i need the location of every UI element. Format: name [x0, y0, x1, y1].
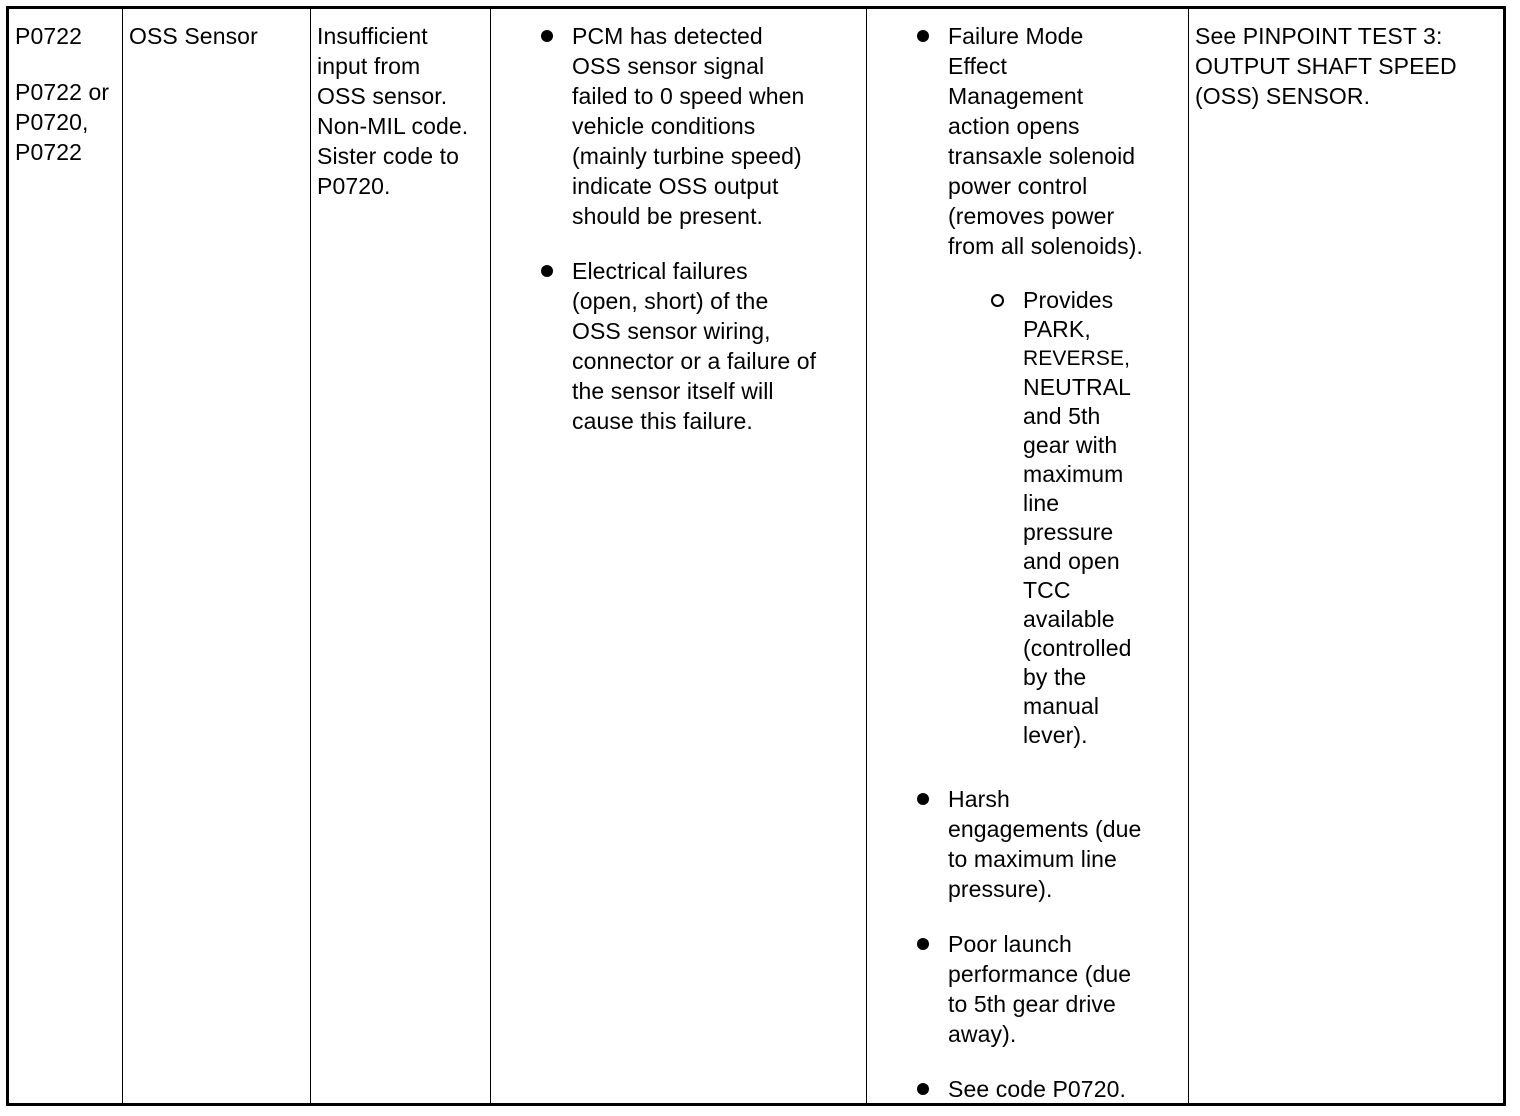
- symptom-line: to 5th gear drive: [948, 991, 1116, 1017]
- symptom-line: Harsh: [948, 786, 1010, 812]
- symptom-line: Management: [948, 83, 1084, 109]
- symptom-sub-line: manual: [1023, 693, 1100, 719]
- symptom-sub-line: available: [1023, 606, 1115, 632]
- condition-line: OSS sensor signal: [572, 53, 765, 79]
- action-line: OUTPUT SHAFT SPEED: [1195, 53, 1457, 79]
- condition-line: (open, short) of the: [572, 288, 769, 314]
- symptom-sub-text: [1023, 286, 1132, 750]
- symptoms-cell: [867, 9, 1189, 1103]
- bullet-dot-icon: [917, 1083, 929, 1095]
- description-line: OSS sensor.: [317, 83, 448, 109]
- condition-line: (mainly turbine speed): [572, 143, 802, 169]
- condition-line: failed to 0 speed when: [572, 83, 805, 109]
- symptom-sub-line: TCC: [1023, 577, 1071, 603]
- action-cell: [1189, 9, 1503, 1103]
- symptom-line: Poor launch: [948, 931, 1072, 957]
- symptom-line: performance (due: [948, 961, 1132, 987]
- description-line: P0720.: [317, 173, 391, 199]
- bullet-dot-icon: [917, 938, 929, 950]
- condition-line: OSS sensor wiring,: [572, 318, 771, 344]
- action-text: [1195, 21, 1499, 111]
- dtc-code-alt-line: P0722 or: [15, 79, 110, 105]
- symptom-line: transaxle solenoid: [948, 143, 1136, 169]
- symptom-sub-line: line: [1023, 490, 1060, 516]
- symptom-sub-line: pressure: [1023, 519, 1114, 545]
- component-cell: [123, 9, 311, 1103]
- symptom-line: away).: [948, 1021, 1017, 1047]
- symptom-text: [948, 21, 1143, 261]
- dtc-code-cell: [9, 9, 123, 1103]
- condition-line: PCM has detected: [572, 23, 763, 49]
- component-name: OSS Sensor: [129, 23, 258, 49]
- symptom-line: See code P0720.: [948, 1076, 1126, 1102]
- symptom-line: pressure).: [948, 876, 1053, 902]
- dtc-code-alt-line: P0720,: [15, 109, 89, 135]
- symptom-sub-line: Provides: [1023, 287, 1114, 313]
- conditions-cell: [491, 9, 867, 1103]
- condition-text: [572, 21, 804, 231]
- condition-line: connector or a failure of: [572, 348, 817, 374]
- symptom-sub-line: lever).: [1023, 722, 1088, 748]
- symptom-text: [948, 929, 1131, 1049]
- action-line: See PINPOINT TEST 3:: [1195, 23, 1443, 49]
- dtc-code-content: [15, 21, 118, 167]
- symptom-line: action opens: [948, 113, 1080, 139]
- bullet-dot-icon: [917, 30, 929, 42]
- symptom-line: (removes power: [948, 203, 1115, 229]
- symptom-sub-line: maximum: [1023, 461, 1124, 487]
- dtc-code-primary: P0722: [15, 23, 83, 49]
- dtc-table: [6, 6, 1506, 1106]
- action-line: (OSS) SENSOR.: [1195, 83, 1371, 109]
- description-line: Sister code to: [317, 143, 460, 169]
- condition-line: Electrical failures: [572, 258, 748, 284]
- symptom-text: [948, 784, 1141, 904]
- description-cell: [311, 9, 491, 1103]
- description-line: input from: [317, 53, 421, 79]
- symptom-sub-line: by the: [1023, 664, 1087, 690]
- condition-text: [572, 256, 816, 436]
- symptom-sub-line: NEUTRAL: [1023, 374, 1132, 400]
- symptom-text: [948, 1074, 1126, 1104]
- symptom-sub-line: REVERSE,: [1023, 347, 1130, 370]
- condition-line: vehicle conditions: [572, 113, 756, 139]
- bullet-dot-icon: [541, 265, 553, 277]
- symptom-line: to maximum line: [948, 846, 1117, 872]
- condition-line: indicate OSS output: [572, 173, 779, 199]
- symptom-line: power control: [948, 173, 1088, 199]
- description-text: [317, 21, 486, 201]
- symptom-sub-line: and open: [1023, 548, 1120, 574]
- condition-line: should be present.: [572, 203, 764, 229]
- dtc-code-alt-line: P0722: [15, 139, 83, 165]
- symptom-sub-line: PARK,: [1023, 316, 1091, 342]
- description-line: Insufficient: [317, 23, 428, 49]
- symptom-line: from all solenoids).: [948, 233, 1144, 259]
- symptom-line: Failure Mode: [948, 23, 1084, 49]
- bullet-dot-icon: [917, 793, 929, 805]
- hollow-bullet-icon: [991, 294, 1004, 307]
- condition-line: cause this failure.: [572, 408, 753, 434]
- condition-line: the sensor itself will: [572, 378, 774, 404]
- symptom-sub-line: gear with: [1023, 432, 1118, 458]
- symptom-sub-line: (controlled: [1023, 635, 1132, 661]
- symptom-line: Effect: [948, 53, 1007, 79]
- symptom-sub-line: and 5th: [1023, 403, 1101, 429]
- description-line: Non-MIL code.: [317, 113, 469, 139]
- symptom-line: engagements (due: [948, 816, 1142, 842]
- bullet-dot-icon: [541, 30, 553, 42]
